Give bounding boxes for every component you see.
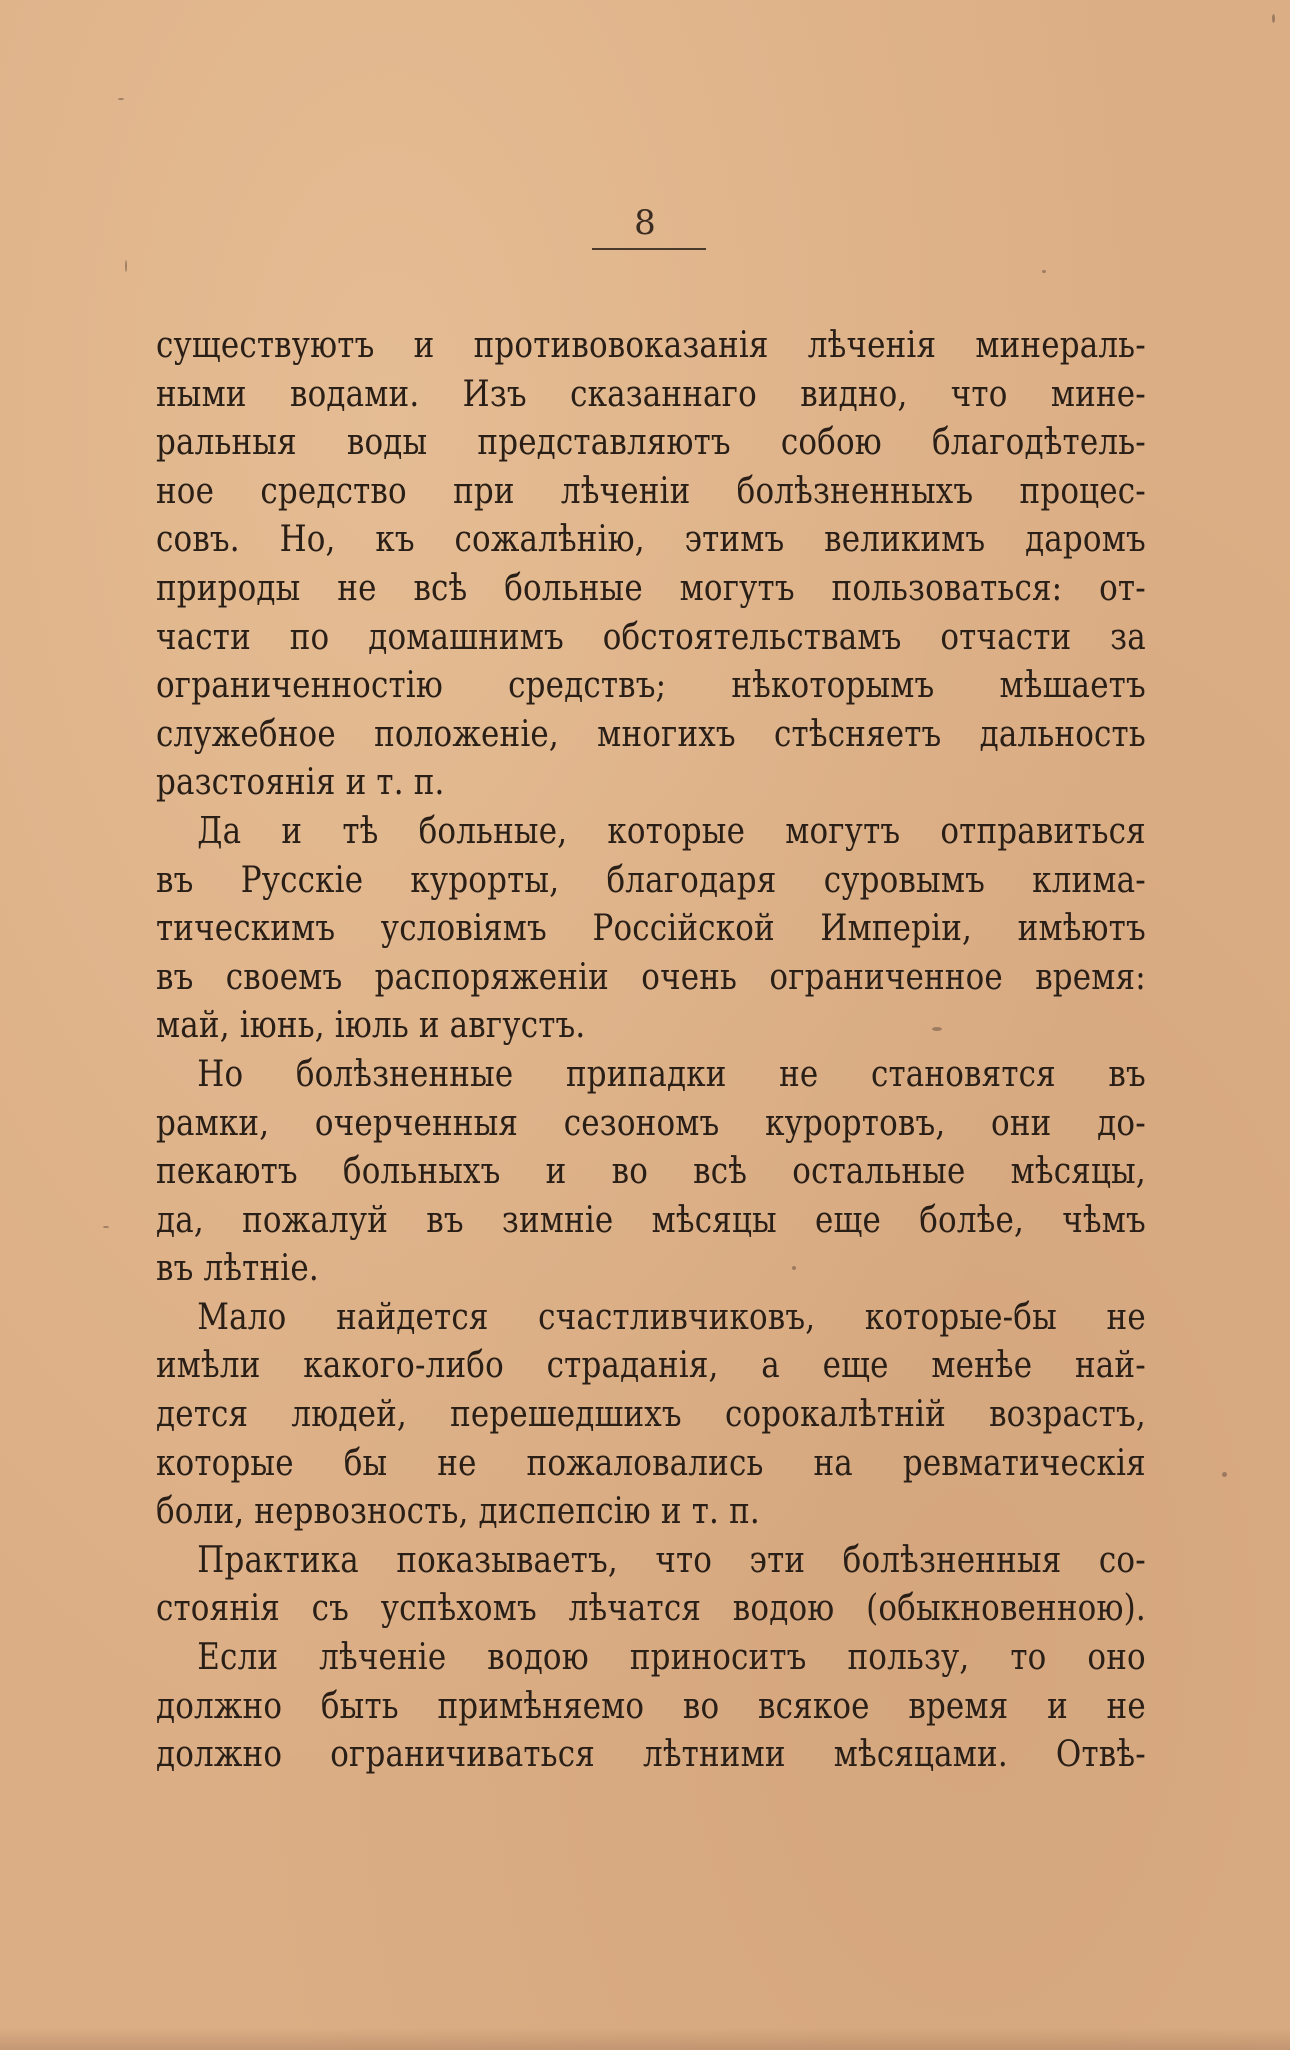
text-line: ральныя воды представляютъ собою благодѣтель- (156, 422, 1146, 464)
paper-speck (932, 1027, 942, 1031)
text-line: ными водами. Изъ сказаннаго видно, что мине- (156, 373, 1146, 415)
text-line: должно быть примѣняемо во всякое время и не (156, 1685, 1146, 1727)
text-line: ограниченностію средствъ; нѣкоторымъ мѣшаетъ (156, 665, 1146, 707)
text-line: май, іюнь, іюль и августъ. (156, 1005, 586, 1047)
text-line: Практика показываетъ, что эти болѣзненныя со- (197, 1539, 1146, 1581)
paper-speck (1272, 14, 1275, 23)
text-line: имѣли какого-либо страданія, а еще менѣе най- (156, 1345, 1146, 1387)
paper-speck (1222, 1472, 1227, 1477)
text-line: разстоянія и т. п. (156, 762, 445, 804)
paper-speck (1042, 270, 1046, 273)
text-line: боли, нервозность, диспепсію и т. п. (156, 1491, 760, 1533)
text-line: совъ. Но, къ сожалѣнію, этимъ великимъ даромъ (156, 519, 1146, 561)
paper-speck (118, 98, 124, 100)
text-line: да, пожалуй въ зимніе мѣсяцы еще болѣе, чѣмъ (156, 1199, 1146, 1241)
text-line: служебное положеніе, многихъ стѣсняетъ дальность (156, 713, 1146, 755)
text-line: Мало найдется счастливчиковъ, которые-бы не (197, 1296, 1146, 1338)
text-line: въ Русскіе курорты, благодаря суровымъ клима- (156, 859, 1146, 901)
text-line: которые бы не пожаловались на ревматическія (156, 1442, 1146, 1484)
text-line: тическимъ условіямъ Россійской Имперіи, имѣютъ (156, 908, 1146, 950)
text-line: пекаютъ больныхъ и во всѣ остальные мѣсяцы, (156, 1151, 1146, 1193)
page-number: 8 (634, 203, 656, 243)
page-number-rule (592, 248, 706, 250)
text-line: Да и тѣ больные, которые могутъ отправиться (197, 810, 1146, 852)
text-line: существуютъ и противовоказанія лѣченія минераль- (156, 325, 1146, 366)
text-line: стоянія съ успѣхомъ лѣчатся водою (обыкновенною). (156, 1588, 1146, 1630)
text-line: ное средство при лѣченіи болѣзненныхъ процес- (156, 470, 1146, 512)
paper-speck (125, 260, 127, 272)
text-line: части по домашнимъ обстоятельствамъ отчасти за (156, 616, 1146, 658)
page-bottom-edge (0, 2028, 1290, 2050)
text-line: природы не всѣ больные могутъ пользоваться: от- (156, 567, 1146, 609)
text-line: Если лѣченіе водою приноситъ пользу, то оно (197, 1637, 1146, 1679)
paper-speck (103, 1226, 109, 1228)
text-line: въ лѣтніе. (156, 1248, 319, 1290)
body-text (156, 322, 1146, 1780)
text-line: должно ограничиваться лѣтними мѣсяцами. Отвѣ- (156, 1734, 1146, 1776)
text-line: рамки, очерченныя сезономъ курортовъ, они до- (156, 1102, 1146, 1144)
text-line: Но болѣзненные припадки не становятся въ (197, 1053, 1146, 1095)
text-line: въ своемъ распоряженіи очень ограниченное время: (156, 956, 1146, 998)
text-line: дется людей, перешедшихъ сорокалѣтній возрастъ, (156, 1394, 1146, 1436)
paper-speck (792, 1266, 796, 1270)
